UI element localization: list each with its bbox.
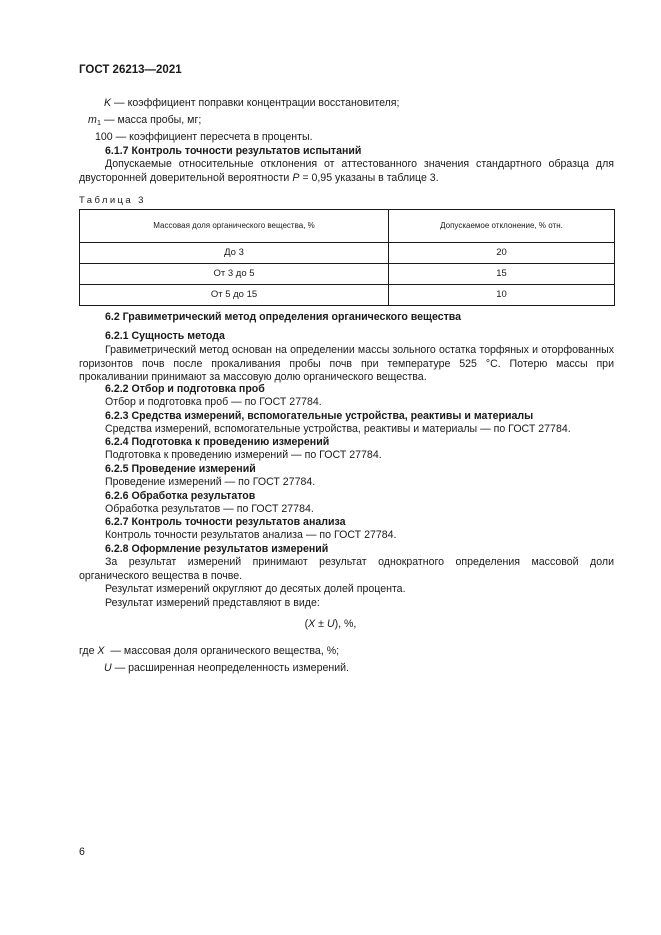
table-row [80,243,615,264]
page-number: 6 [79,846,85,858]
table-cell: 15 [389,264,615,285]
table-cell: До 3 [80,243,389,264]
table-header-row [80,210,615,243]
section-6-2-4-title: 6.2.4 Подготовка к проведению измерений [105,436,330,448]
section-6-2-6-text: Обработка результатов — по ГОСТ 27784. [105,503,314,515]
table-header-cell: Массовая доля органического вещества, % [80,210,389,243]
section-6-2-8-title: 6.2.8 Оформление результатов измерений [105,543,329,555]
section-6-2-1-title: 6.2.1 Сущность метода [105,330,225,342]
def-m1: $m_1$ — масса пробы, мг; [88,114,202,127]
table-cell: 20 [389,243,615,264]
section-6-2-3-text: Средства измерений, вспомогательные устройства, реактивы и материалы — по ГОСТ 27784. [105,423,571,435]
table-caption: Таблица 3 [79,195,146,206]
section-6-2-title: 6.2 Гравиметрический метод определения органического вещества [105,311,462,323]
table-cell: От 3 до 5 [80,264,389,285]
def-u: U — расширенная неопределенность измерений. [104,662,349,674]
table-row [80,285,615,306]
table-cell: 10 [389,285,615,306]
section-6-2-1-text: Гравиметрический метод основан на определении массы зольного остатка торфяных и оторфованных горизонтов почв после прокаливания пробы почв при температуре 525 °С. Потерю массы при прокаливании принимают за массовую долю органического вещества. [79,344,614,384]
def-k: K — коэффициент поправки концентрации восстановителя; [104,97,400,109]
tolerance-table [79,209,615,306]
section-6-2-5-text: Проведение измерений — по ГОСТ 27784. [105,476,316,488]
section-6-2-7-text: Контроль точности результатов анализа — по ГОСТ 27784. [105,529,397,541]
section-6-1-7-title: 6.1.7 Контроль точности результатов испытаний [105,145,362,157]
section-6-2-8-text-2: Результат измерений округляют до десятых долей процента. [105,583,406,595]
table-row [80,264,615,285]
result-formula: (X ± U), %, [304,618,357,630]
table-cell: От 5 до 15 [80,285,389,306]
section-6-2-6-title: 6.2.6 Обработка результатов [105,490,256,502]
section-6-2-2-title: 6.2.2 Отбор и подготовка проб [105,383,265,395]
section-6-2-2-text: Отбор и подготовка проб — по ГОСТ 27784. [105,396,322,408]
section-6-2-3-title: 6.2.3 Средства измерений, вспомогательные устройства, реактивы и материалы [105,410,534,422]
def-100: 100 — коэффициент пересчета в проценты. [95,131,313,143]
section-6-2-5-title: 6.2.5 Проведение измерений [105,463,256,475]
document-header: ГОСТ 26213—2021 [79,64,182,76]
section-6-2-8-text-3: Результат измерений представляют в виде: [105,597,320,609]
section-6-2-8-text-1: За результат измерений принимают результат однократного определения массовой доли органического вещества в почве. [79,556,614,582]
def-x: где X — массовая доля органического вещества, %; [79,645,340,657]
section-6-2-7-title: 6.2.7 Контроль точности результатов анализа [105,516,346,528]
table-header-cell: Допускаемое отклонение, % отн. [389,210,615,243]
section-6-1-7-text: Допускаемые относительные отклонения от аттестованного значения стандартного образца для двусторонней доверительной вероятности P = 0,95 указаны в таблице 3. [79,158,614,184]
section-6-2-4-text: Подготовка к проведению измерений — по ГОСТ 27784. [105,449,382,461]
